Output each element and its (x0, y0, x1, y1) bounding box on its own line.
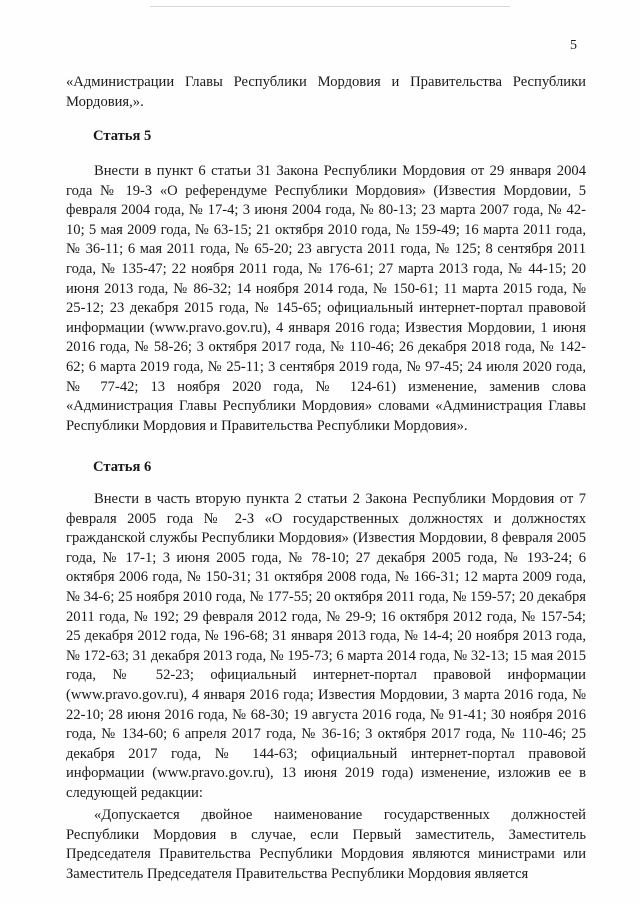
article-5-body (66, 162, 586, 436)
article-6-body (66, 490, 586, 804)
intro-text: «Администрации Главы Республики Мордовия и Правительства Республики Мордовия,». (66, 74, 586, 110)
intro-paragraph (66, 73, 586, 112)
article-5-text: Внести в пункт 6 статьи 31 Закона Республики Мордовия от 29 января 2004 года № 19-З «О референдуме Республики Мордовия» (Известия Мордовии, 5 февраля 2004 года, № 17-4; 3 июня 2004 года, № 80-13; 23 марта 2007 года, № 42-10; 5 мая 2009 года, № 63-15; 21 октября 2010 года, № 159-49; 16 марта 2011 года, № 36-11; 6 мая 2011 года, № 65-20; 23 августа 2011 года, № 125; 8 сентября 2011 года, № 135-47; 22 ноября 2011 года, № 176-61; 27 марта 2013 года, № 44-15; 20 июня 2013 года, № 86-32; 14 ноября 2014 года, № 150-61; 11 марта 2015 года, № 25-12; 23 декабря 2015 года, № 145-65; официальный интернет-портал правовой информации (www.pravo.gov.ru), 4 января 2016 года; Известия Мордовии, 1 июня 2016 года, № 58-26; 3 октября 2017 года, № 110-46; 26 декабря 2018 года, № 142-62; 6 марта 2019 года, № 25-11; 3 сентября 2019 года, № 97-45; 24 июля 2020 года, № 77-42; 13 ноября 2020 года, № 124-61) изменение, заменив слова «Администрация Главы Республики Мордовия» словами «Администрация Главы Республики Мордовия и Правительства Республики Мордовия». (66, 163, 586, 434)
scan-edge-line (150, 6, 510, 7)
article-6-text: Внести в часть вторую пункта 2 статьи 2 Закона Республики Мордовия от 7 февраля 2005 года № 2-З «О государственных должностях и должностях гражданской службы Республики Мордовия» (Известия Мордовии, 8 февраля 2005 года, № 17-1; 3 июня 2005 года, № 78-10; 27 декабря 2005 года, № 193-24; 6 октября 2006 года, № 150-31; 31 октября 2008 года, № 166-31; 12 марта 2009 года, № 34-6; 25 ноября 2010 года, № 177-55; 20 октября 2011 года, № 159-57; 20 декабря 2011 года, № 192; 29 февраля 2012 года, № 29-9; 16 октября 2012 года, № 157-54; 25 декабря 2012 года, № 196-68; 31 января 2013 года, № 14-4; 20 ноября 2013 года, № 172-63; 31 декабря 2013 года, № 195-73; 6 марта 2014 года, № 32-13; 15 мая 2015 года, № 52-23; официальный интернет-портал правовой информации (www.pravo.gov.ru), 4 января 2016 года; Известия Мордовии, 3 марта 2016 года, № 22-10; 28 июня 2016 года, № 68-30; 19 августа 2016 года, № 91-41; 30 ноября 2016 года, № 134-60; 6 апреля 2017 года, № 36-16; 3 октября 2017 года, № 110-46; 25 декабря 2017 года, № 144-63; официальный интернет-портал правовой информации (www.pravo.gov.ru), 13 июня 2019 года) изменение, изложив ее в следующей редакции: (66, 491, 587, 801)
article-5-heading: Статья 5 (93, 128, 152, 144)
page-number: 5 (570, 38, 577, 53)
article-6-quote-text: «Допускается двойное наименование государственных должностей Республики Мордовия в случае, если Первый заместитель, Заместитель Председателя Правительства Республики Мордовия являются министрами или Заместитель Председателя Правительства Республики Мордовия является (66, 807, 586, 882)
article-6-quote (66, 806, 586, 884)
article-6-heading: Статья 6 (93, 459, 152, 475)
